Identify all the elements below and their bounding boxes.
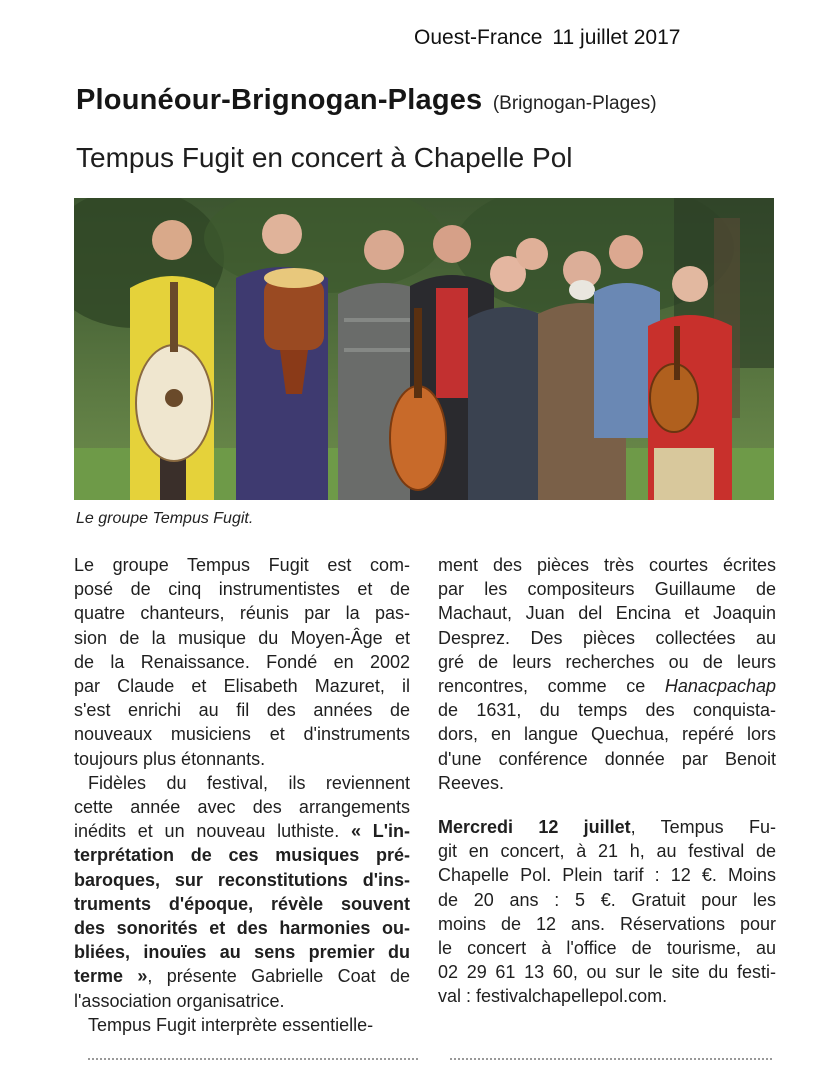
text-segment: rencontres, comme ce [438,676,665,697]
article-column-right [438,553,776,1009]
text-line: par Claude et Elisabeth Mazuret, il [74,676,410,697]
publication-date: 11 juillet 2017 [552,26,681,49]
info-line: le concert à l'office de tourisme, au [438,938,776,959]
info-line: 02 29 61 13 60, ou sur le site du festi- [438,962,776,983]
quote-line: bliées, inouïes au sens premier du [74,942,410,963]
text-segment: inédits et un nouveau luthiste. [74,821,351,842]
quote-line: baroques, sur reconstitutions d'ins- [74,869,410,890]
newspaper-name: Ouest-France [414,26,543,49]
song-title: Hanacpachap [664,676,776,697]
event-date: Mercredi 12 juillet [438,817,631,838]
quote-start: « L'in- [350,821,411,842]
text-line: Tempus Fugit interprète essentielle- [88,1014,374,1035]
photo-caption: Le groupe Tempus Fugit. [76,510,254,527]
text-line: Machaut, Juan del Encina et Joaquin [438,603,776,624]
text-line: Le groupe Tempus Fugit est com- [74,555,410,575]
text-line: Fidèles du festival, ils reviennent [88,772,410,793]
info-line: val : festivalchapellepol.com. [438,986,668,1007]
divider-right [450,1058,772,1060]
info-line: Chapelle Pol. Plein tarif : 12 €. Moins [438,865,776,886]
divider-left [88,1058,418,1060]
text-line: s'est enrichi au fil des années de [74,700,410,721]
quote-line: terprétation de ces musiques pré- [74,845,410,866]
text-line: par les compositeurs Guillaume de [438,579,776,600]
text-line: sion de la musique du Moyen-Âge et [74,627,410,648]
info-line-mixed [438,815,776,839]
info-line: git en concert, à 21 h, au festival de [438,841,776,862]
text-line: cette année avec des arrangements [74,797,410,818]
text-line: d'une conférence donnée par Benoit [438,748,776,769]
text-line: Desprez. Des pièces collectées au [438,627,776,648]
group-photo-illustration [74,198,774,500]
text-line: de 1631, du temps des conquista- [438,700,776,721]
text-line: de la Renaissance. Fondé en 2002 [74,651,410,672]
text-line: dors, en langue Quechua, repéré lors [438,724,776,745]
article-column-left [74,553,410,1037]
info-line: moins de 12 ans. Réservations pour [438,913,776,934]
text-segment: , Tempus Fu- [630,817,776,838]
info-line: de 20 ans : 5 €. Gratuit pour les [438,889,776,910]
text-line: Reeves. [438,772,505,793]
text-line: posé de cinq instrumentistes et de [74,579,410,600]
quote-end: terme » [74,966,148,987]
text-line-mixed [74,964,410,988]
town-name: Plounéour-Brignogan-Plages [76,84,483,116]
subtown-name: (Brignogan-Plages) [492,93,657,114]
paragraph-gap [438,795,776,815]
text-line: quatre chanteurs, réunis par la pas- [74,603,410,624]
text-line: toujours plus étonnants. [74,748,266,769]
section-header [76,84,657,117]
article-headline: Tempus Fugit en concert à Chapelle Pol [76,142,573,173]
quote-line: truments d'époque, révèle souvent [74,893,410,914]
text-segment: , présente Gabrielle Coat de [147,966,410,987]
text-line: gré de leurs recherches ou de leurs [438,651,776,672]
newspaper-source [414,26,680,50]
group-photo [74,198,774,500]
text-line: l'association organisatrice. [74,990,285,1011]
text-line-mixed [438,674,776,698]
text-line-mixed [74,819,410,843]
text-line: ment des pièces très courtes écrites [438,555,776,575]
text-line: nouveaux musiciens et d'instruments [74,724,410,745]
quote-line: des sonorités et des harmonies ou- [74,918,410,939]
